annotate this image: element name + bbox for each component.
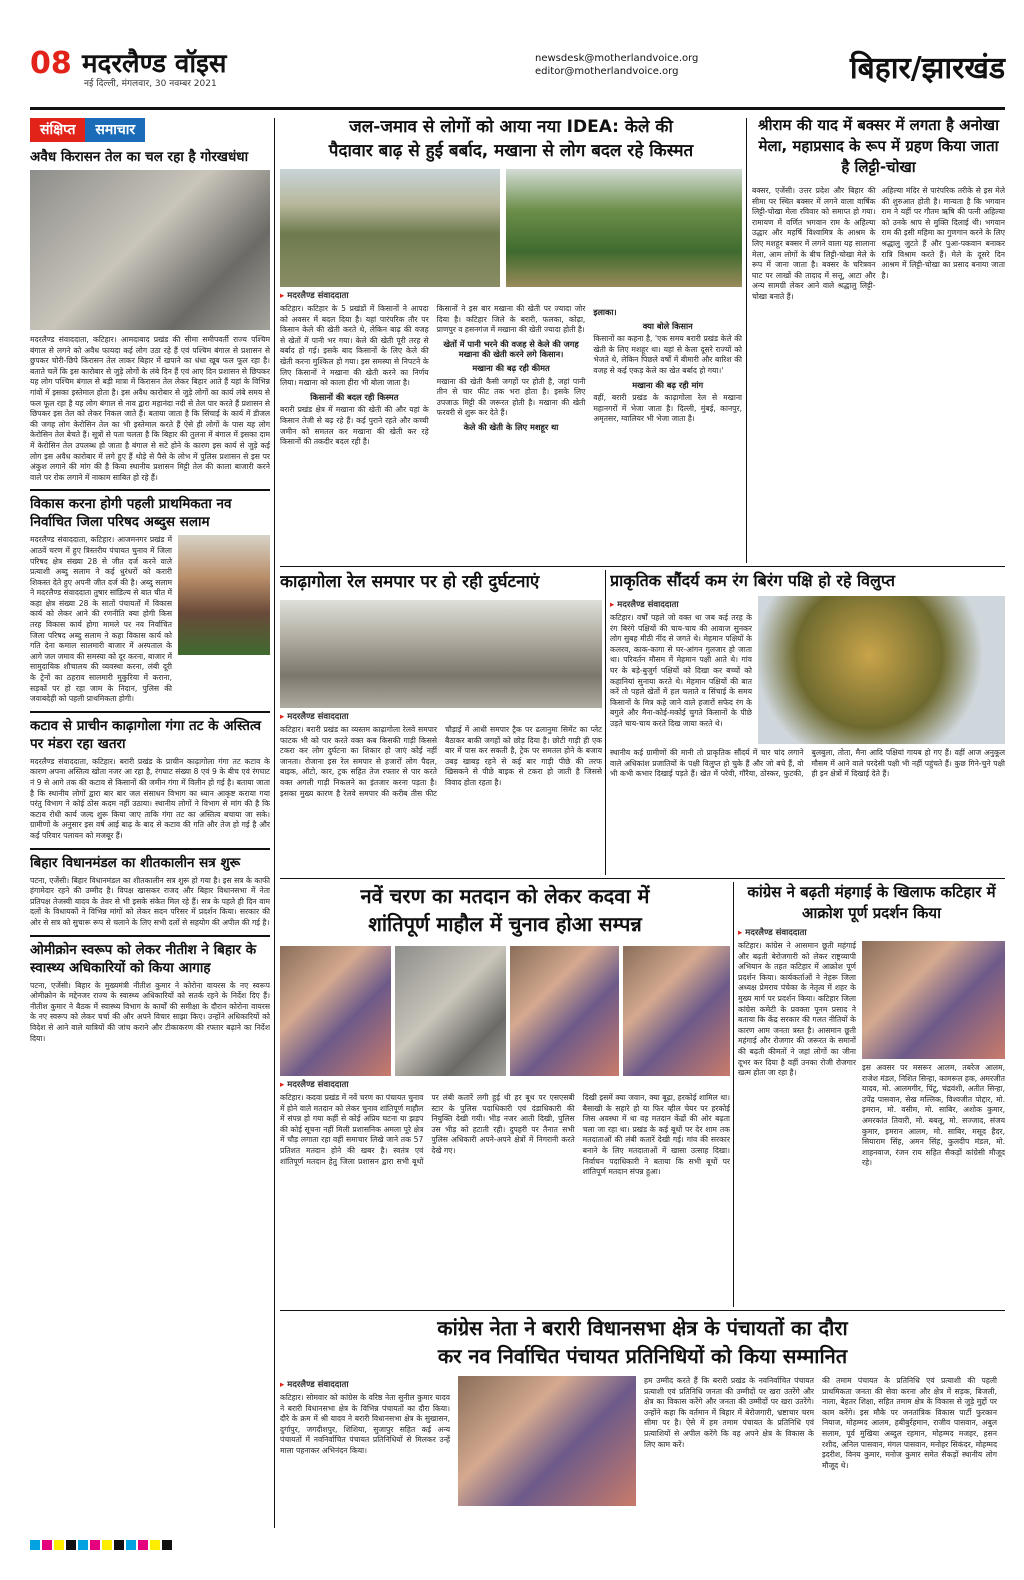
section-rule [280, 1310, 1005, 1311]
election-photo-4 [623, 946, 730, 1076]
email-newsdesk[interactable]: newsdesk@motherlandvoice.org [535, 53, 699, 64]
brief-item [30, 148, 270, 483]
election-photo-2 [395, 946, 506, 1076]
protest-photo [862, 941, 1005, 1059]
birds-body: कटिहार। वर्षों पहले जो वक्त था जब कई तरह के रंग बिरंगे पक्षियों की चाय-चाय की आवाज सुनकर लोग सुबह मीठी नींद से जगते थे। मेहमान पक्षियों के कलरव, काक-कागा से घर-आंगन गुलजार हो जाता था। परिवर्तन मौसम में मेहमान पक्षी आते थे। गांव घर के बड़े-बुजुर्ग पक्षियों को दिखा कर बच्चों को कहानियां सुनाया करते थे। मेहमान पक्षियों की बात करें तो पहले खेतों में हल चलाते व सिंचाई के समय किसानों के मित्र कहे जाने वाले हजारों सफेद रंग के बगुले और मैना-कोई-मकोई चुगते किसानों के पीछे उड़ते चाय-चाय करते दिख जाया करते थे। [610, 613, 752, 728]
section-title: बिहार/झारखंड [849, 51, 1005, 86]
section-rule [280, 566, 1005, 567]
brief-headline: अवैध किरासन तेल का चल रहा है गोरखधंधा [30, 149, 249, 165]
column-rule [746, 118, 747, 563]
divider [30, 489, 270, 491]
election-photo-1 [280, 946, 391, 1076]
brief-body: पटना, एजेंसी। बिहार विधानमंडल का शीतकालीन सत्र शुरू हो गया है। इस सत्र के काफी हंगामेदार रहने की उम्मीद है। विपक्ष खासकर राजद और बिहार विधानसभा में नेता प्रतिपक्ष तेजस्वी यादव के तेवर से भी इसके संकेत मिल रहे हैं। सत्र के पहले ही दिन वाम दलों के विधायकों ने विभिन्न मांगों को लेकर सदन परिसर में प्रदर्शन किया। सरकार की ओर से सत्र को सुचारू रूप से चलाने के लिए सभी दलों से सहयोग की अपील की गई है। [30, 875, 270, 927]
tour-byline: ▸ मदरलैण्ड संवाददाता [280, 1379, 450, 1390]
brief-body: पटना, एजेंसी। बिहार के मुख्यमंत्री नीतीश कुमार ने कोरोना वायरस के नए स्वरूप ओमीक्रोन के मद्देनजर राज्य के स्वास्थ्य अधिकारियों को सतर्क रहने के निर्देश दिए हैं। नीतीश कुमार ने बैठक में स्वास्थ्य विभाग के कार्यों की समीक्षा के दौरान कोरोना वायरस के नए स्वरूप को लेकर चर्चा की और अपने विचार साझा किए। उन्होंने अधिकारियों को विदेश से आने वाले यात्रियों की जांच कराने और टीकाकरण की रफ्तार बढ़ाने का निर्देश दिया। [30, 980, 270, 1043]
lead-headline-line1: जल-जमाव से लोगों को आया नया IDEA: केले की [349, 117, 673, 137]
election-body: कटिहार। कदवा प्रखंड में नवें चरण का पंचायत चुनाव में होने वाले मतदान को लेकर चुनाव शांतिपूर्ण माहौल में संपन्न हो गया कहीं से कोई अप्रिय घटना या झड़प की कोई सूचना नहीं मिली प्रशासनिक अमला पूरे क्षेत्र में चौड़ लगाता रहा वहीं समाचार लिखे जाने तक 57 प्रतिशत मतदान होने की खबर है। स्वतंत्र एवं शांतिपूर्ण मतदान हेतु जिला प्रशासन द्वारा सभी बूथों पर लंबी कतारें लगी हुई थी हर बूथ पर एसएसबी स्टार के पुलिस पदाधिकारी एवं दंडाधिकारी की नियुक्ति देखी गयी। भीड़ नजर आती दिखी, पुलिस उस भीड़ को हटाती रही। दुपहरी पर तैनात सभी पुलिस अधिकारी अपने-अपने क्षेत्रों में निगरानी करते देखे गए। [280, 1093, 575, 1166]
kerosene-photo [30, 170, 270, 330]
buxar-column-1: बक्सर, एजेंसी। उत्तर प्रदेश और बिहार की सीमा पर स्थित बक्सर में लगने वाला वार्षिक लिट्टी-चोखा मेला रविवार को समाप्त हो गया। रामायण में वर्णित भगवान राम के अहिल्या उद्धार और महर्षि विश्वामित्र के आश्रम के लिए मशहूर बक्सर में लगने वाला यह सालाना मेला, आम लोगों के बीच लिट्टी-चोखा मेले के रूप में जाना जाता है। बक्सर के चरित्रवन घाट पर लाखों की तादाद में सत्तू, आटा और अन्य सामग्री लेकर आने वाले श्रद्धालु लिट्टी-चोखा बनाते हैं। [752, 186, 876, 301]
page-number: 08 [30, 46, 72, 81]
congress-protest-article [738, 882, 1005, 1307]
buxar-article [752, 115, 1005, 565]
lead-column-2: किसानों ने इस बार मखाना की खेती पर ज्यादा जोर दिया है। कटिहार जिले के बरारी, फलका, कोढ़ा, प्राणपुर व हसनगंज में मखाना की खेती ज्यादा होती है। खेतों में पानी भरने की वजह से केले की जगह मखाना की खेती करने लगे किसान। मखाना की बढ़ रही कीमत मखाना की खेती कैसी जगहों पर होती है, जहां पानी तीन से चार फीट तक भरा होता है। इसके लिए उपजाऊ मिट्टी की जरूरत होती है। मखाना की खेती फरवरी से शुरू कर देते हैं। केले की खेती के लिए मशहूर था [436, 304, 586, 432]
brief-banner [30, 118, 270, 142]
brief-label-right: समाचार [85, 118, 145, 142]
brief-headline: विकास करना होगी पहली प्राथमिकता नव निर्वाचित जिला परिषद अब्दुस सलाम [30, 496, 232, 531]
column-rule [733, 882, 734, 1307]
brief-headline: ओमीक्रोन स्वरूप को लेकर नीतीश ने बिहार के स्वास्थ्य अधिकारियों को किया आगाह [30, 941, 257, 976]
candidate-portrait [178, 535, 270, 655]
buxar-headline: श्रीराम की याद में बक्सर में लगता है अनोखा मेला, महाप्रसाद के रूप में ग्रहण किया जाता है लिट्टी-चोखा [758, 116, 999, 176]
brief-body: मदरलैण्ड संवाददाता, कटिहार। बरारी प्रखंड के प्राचीन काढ़ागोला गंगा तट कटाव के कारण अपना अस्तित्व खोता नजर आ रहा है, रंगघाट संख्या 8 एवं 9 के बीच एवं रंगघाट नं 9 से आगे तक की कटाव से किसानों की जमीन गंगा में विलीन हो गई है। बताया जाता है कि स्थानीय लोगों द्वारा बार बार जल संसाधन विभाग का ध्यान आकृष्ट कराया गया परंतु विभाग ने कोई ठोस कदम नहीं उठाया। स्थानीय लोगों ने विभाग से मांग की है कि कटाव रोधी कार्य जल्द शुरू किया जाए ताकि गंगा तट का अस्तित्व बचाया जा सके। ग्रामीणों के अनुसार इस वर्ष आई बाढ़ के बाद से कटाव की गति और तेज हो गई है और कई परिवार पलायन को मजबूर हैं। [30, 756, 270, 840]
tour-headline-line2: कर नव निर्वाचित पंचायत प्रतिनिधियों को किया सम्मानित [437, 1344, 848, 1368]
birds-tree-photo [758, 596, 1005, 744]
election-photo-3 [510, 946, 619, 1076]
tour-photo [458, 1376, 636, 1506]
column-rule [605, 570, 606, 875]
lead-column-1: कटिहार। कटिहार के 5 प्रखंडों में किसानों ने आपदा को अवसर में बदल दिया है। यहां पारंपरिक तौर पर किसान केले की खेती करते थे, लेकिन बाढ़ की वजह से खेतों में पानी भर गया। केले की खेती पूरी तरह से बर्बाद हो गई। इसके बाद किसानों के लिए केले की खेती करना मुश्किल हो गया। इस समस्या से निपटने के लिए किसानों ने मखाना की खेती करने का निर्णय लिया। मखाना को काला हीरा भी बोला जाता है। किसानों की बदल रही किस्मत बरारी प्रखंड क्षेत्र में मखाना की खेती की और यहां के किसान तेजी से बढ़ रहे हैं। कई पुराने रहते और कच्ची जमीन को समतल कर मखाना की खेती कर रहे किसानों की तकदीर बदल रही है। [280, 304, 429, 447]
tour-body-2: हम उम्मीद करते हैं कि बरारी प्रखंड के नवनिर्वाचित पंचायत प्रत्याशी एवं प्रतिनिधि जनता की उम्मीदों पर खरा उतरेंगे और क्षेत्र का विकास करेंगे और जनता की उम्मीदों पर खरा उतरेंगे। उन्होंने कहा कि वर्तमान में बिहार में बेरोजगारी, भ्रष्टाचार चरम सीमा पर है। ऐसे में हम तमाम पंचायत के प्रतिनिधि एवं प्रत्याशियों से अपील करेंगे कि वह अपने क्षेत्र के विकास के लिए काम करें। [644, 1376, 814, 1449]
brief-body: मदरलैण्ड संवाददाता, कटिहार। आजमनगर प्रखंड में आठवें चरण में हुए त्रिस्तरीय पंचायत चुनाव में जिला परिषद क्षेत्र संख्या 28 से जीत दर्ज करने वाले प्रत्याशी अब्दु सलाम ने कई धुरंधरों को करारी शिकस्त देते हुए अपनी जीत दर्ज की है। अब्दु सलाम ने मदरलैण्ड संवाददाता तुषार सांडिल्य से बात चीत में कहा क्षेत्र संख्या 28 के सातों पंचायतों में विकास कार्य को लेकर आने की रणनीति क्या होगी किस तरह विकास कार्य होगा मामले पर नव निर्वाचित जिला परिषद अब्दु सलाम ने कहा विकास कार्य को गति देना कमाल सालमारी बाजार में अस्पताल के आगे जल जमाव की समस्या को दूर करना, बाजार में सामुदायिक शौचालय की व्यवस्था करना, लंबी दूरी के ट्रेनों का ठहराव सालमारी मुकुरिया में कराना, सड़कों पर हो रहा जाम के निदान, पुलिस की जवाबदेही को पहली प्राथमिकता होगी। [30, 535, 172, 704]
lead-headline-line2: पैदावार बाढ़ से हुई बर्बाद, मखाना से लोग बदल रहे किस्मत [328, 141, 694, 161]
tour-body-3: की तमाम पंचायत के प्रतिनिधि एवं प्रत्याशी की पहली प्राथमिकता जनता की सेवा करना और क्षेत्र में सड़क, बिजली, नाला, बेहतर शिक्षा, सहित तमाम क्षेत्र के विकास से जुड़े मुद्दों पर काम करेंगे। इस मौके पर जनतांत्रिक विकास पार्टी फुरकान नियाज, मोहम्मद आलम, हबीबुर्रहमान, राजीव पासवान, अबुल सलाम, पूर्व मुखिया अब्दुल रहमान, मोहम्मद मजहर, हसन रशीद, अनिल पासवान, मंगल पासवान, मनोहर सिकंदर, मोहम्मद इदरीश, विनय कुमार, मनोज कुमार समेत सैकड़ों स्थानीय लोग मौजूद थे। [822, 1376, 997, 1470]
congress-tour-article [280, 1314, 1005, 1534]
election-headline-line2: शांतिपूर्ण माहौल में चुनाव होआ सम्पन्न [368, 912, 642, 936]
election-article [280, 882, 730, 1307]
divider [30, 935, 270, 937]
protest-byline: ▸ मदरलैण्ड संवाददाता [738, 927, 1005, 938]
divider [30, 848, 270, 850]
buxar-column-2: अहिल्या मंदिर से पारंपरिक तरीके से इस मेले की शुरुआत होती है। मान्यता है कि भगवान राम ने यहीं पर गौतम ऋषि की पत्नी अहिल्या को उनके श्राप से मुक्ति दिलाई थी। भगवान राम की इसी महिमा का गुणगान करने के लिए श्रद्धालु जुटते हैं और पुआ-पकवान बनाकर रात्रि विश्राम करते हैं। मेले के दूसरे दिन आश्रम में लिट्टी-चोखा का प्रसाद बनाया जाता है। [881, 186, 1005, 280]
section-rule [280, 878, 1005, 879]
brief-label-left: संक्षिप्त [30, 118, 85, 142]
rail-crossing-photo [280, 600, 602, 708]
paper-name: मदरलैण्ड वॉइस [82, 49, 227, 79]
rail-headline: काढ़ागोला रेल समपार पर हो रही दुर्घटनाएं [280, 572, 540, 592]
brief-headline: कटाव से प्राचीन काढ़ागोला गंगा तट के अस्तित्व पर मंडरा रहा खतरा [30, 717, 262, 752]
birds-body-2: स्थानीय कई ग्रामीणों की मानी तो प्राकृतिक सौंदर्य में चार चांद लगाने वाले अधिकांश प्रजातियों के पक्षी विलुप्त हो चुके हैं और जो बचे हैं, वो भी कभी कभार दिखाई पड़ते हैं। खेत में परेवी, गौरैया, ठोस्कर, फुटकी, बुलबुला, तोता, मैना आदि पक्षियां गायब हो गए हैं। वहीं आज अनुकूल मौसम में आने वाले परदेसी पक्षी भी नहीं पहुंचते हैं। कुछ गिने-चुने पक्षी ही इन क्षेत्रों में दिखाई देते हैं। [610, 748, 1005, 779]
column-rule [274, 118, 275, 1528]
rail-article [280, 570, 602, 875]
rail-byline: ▸ मदरलैण्ड संवाददाता [280, 711, 602, 722]
tour-body: कटिहार। सोमवार को कांग्रेस के वरिष्ठ नेता सुनील कुमार यादव ने बरारी विधानसभा क्षेत्र के विभिन्न पंचायतों का दौरा किया। दौरे के क्रम में श्री यादव ने बरारी विधानसभा क्षेत्र के सुखासन, दुर्गापुर, जगदीशपुर, शिशिया, सुजापुर सहित कई अन्य पंचायतों में नवनिर्वाचित पंचायत प्रतिनिधियों से मिलकर उन्हें माला पहनाकर अभिनंदन किया। [280, 1393, 450, 1455]
brief-item [30, 495, 270, 705]
email-editor[interactable]: editor@motherlandvoice.org [535, 66, 679, 77]
birds-byline: ▸ मदरलैण्ड संवाददाता [610, 599, 752, 610]
brief-headline: बिहार विधानमंडल का शीतकालीन सत्र शुरू [30, 854, 241, 871]
divider [30, 711, 270, 713]
contact-emails [535, 52, 698, 78]
brief-item [30, 717, 270, 842]
brief-column [30, 118, 270, 1528]
election-headline-line1: नवें चरण का मतदान को लेकर कदवा में [360, 884, 650, 908]
brief-item [30, 941, 270, 1045]
protest-headline: कांग्रेस ने बढ़ती मंहगाई के खिलाफ कटिहार में आक्रोश पूर्ण प्रदर्शन किया [747, 883, 996, 922]
brief-item [30, 854, 270, 929]
tour-headline-line1: कांग्रेस नेता ने बरारी विधानसभा क्षेत्र के पंचायतों का दौरा [437, 1316, 848, 1340]
lead-byline: ▸ मदरलैण्ड संवाददाता [280, 290, 742, 301]
dateline: नई दिल्ली, मंगलवार, 30 नवम्बर 2021 [84, 79, 217, 89]
masthead [30, 40, 1005, 110]
lead-column-3: इलाका। क्या बोले किसान किसानों का कहना है, 'एक समय बरारी प्रखंड केले की खेती के लिए मशहूर था। यहां से केला दूसरे राज्यों को भेजते थे, लेकिन पिछले वर्षों में बीमारी और बारिश की वजह से कई एकड़ केले का खेत बर्बाद हो गया।' मखाना की बढ़ रही मांग वहीं, बरारी प्रखंड के काढ़ागोला रेल से मखाना महानगरों में भेजा जाता है। दिल्ली, मुंबई, कानपुर, अमृतसर, ग्वालियर भी भेजा जाता है। [593, 307, 742, 424]
election-body-2: दिखी इसमें क्या जवान, क्या बूढ़ा, हरकोई शामिल था। बैसाखी के सहारे हो या फिर व्हील चेयर पर हरकोई जिस अवस्था में था वह मतदान केंद्रों की ओर बढ़ता चला जा रहा था। प्रखंड के कई बूथों पर देर शाम तक मतदाताओं की लंबी कतारें देखी गई। गांव की सरकार बनाने के लिए मतदाताओं में खासा उत्साह दिखा। निर्वाचन पदाधिकारी ने बताया कि सभी बूथों पर शांतिपूर्ण मतदान संपन्न हुआ। [582, 1093, 730, 1177]
farmer-banana-photo [506, 169, 742, 287]
protest-body: कटिहार। कांग्रेस ने आसमान छूती महंगाई और बढ़ती बेरोजगारी को लेकर राष्ट्रव्यापी अभियान के तहत कटिहार में आक्रोश पूर्ण प्रदर्शन किया। कार्यकर्ताओं ने नेहरू जिला अध्यक्ष प्रेमराय पंचेका के नेतृत्व में शहर के मुख्य मार्ग पर प्रदर्शन किया। कटिहार जिला कांग्रेस कमेटी के प्रवक्ता पूनम प्रसाद ने बताया कि केंद्र सरकार की गलत नीतियों के कारण आम जनता त्रस्त है। आसमान छूती महंगाई और रोजगार की जरूरत के समानों की बढ़ती कीमतों ने जहां लोगों का जीना दूभर कर दिया है वहीं उनका रोजी रोजगार खत्म होता जा रहा है। [738, 941, 856, 1078]
birds-headline: प्राकृतिक सौंदर्य कम रंग बिरंग पक्षि हो रहे विलुप्त [610, 571, 895, 590]
print-color-bar [30, 1540, 1005, 1552]
election-byline: ▸ मदरलैण्ड संवाददाता [280, 1079, 730, 1090]
lead-article [280, 115, 742, 565]
birds-article [610, 570, 1005, 875]
waterlogged-field-photo [280, 169, 500, 287]
protest-names: इस अवसर पर मसरूर आलम, तबरेज आलम, राजेश मंडल, निशित सिन्हा, कामरूल हक, अमरजीत यादव, मो. आलमगीर, पिंटू, चंद्रवंशी, अतीत सिन्हा, उपेंद्र पासवान, सेख मल्लिक, विश्वजीत पोद्दार, मो. इमरान, मो. वसीम, मो. साबिर, अशोक कुमार, अमरकांत तिवारी, मो. बबलू, मो. सज्जाद, संजय कुमार, इमरान आलम, मो. साबिर, मसूद हैदर, सियाराम सिंह, अमन सिंह, कुलदीप मंडल, मो. शाहनवाज, रंजन राय सहित सैकड़ों कांग्रेसी मौजूद रहे। [862, 1063, 1005, 1168]
brief-body: मदरलैण्ड संवाददाता, कटिहार। आमदाबाद प्रखंड की सीमा समीपवर्ती राज्य पश्चिम बंगाल से लगने को अवैध फायदा कई लोग उठा रहे हैं एवं पश्चिम बंगाल से प्रशासन से छुपकर चोरी-छिपे किरासन तेल लाकर बिहार में खपाने का धंधा खूब फल फूल रहा है। बताते चलें कि इस कारोबार से जुड़े लोगों के लंबे दिन हैं एवं आए दिन प्रशासन से छिपकर यह लोग पश्चिम बंगाल से बड़ी मात्रा में किरासन तेल लेकर बिहार आते हैं यहां के विभिन्न गांवों में इसका इस्तेमाल होता है। इस अवैध कारोबार से जुड़े लोगों का कार्य लंबे समय से फल फूल रहा है यह लोग बंगाल से नाव द्वारा महानंदा नदी से तेल पार करते हैं प्रशासन से छिपकर इस तेल को लेकर निकल जाते हैं। बताया जाता है कि सिंचाई के कार्य में डीजल की जगह लोग केरोसिन तेल का भी इस्तेमाल करते हैं ऐसे ही लोगों के पास यह लोग केरोसिन तेल बेचते हैं। सूत्रों से पता चलता है कि बिहार की तुलना में बंगाल में इसका दाम में केरोसिन तेल उपलब्ध हो जाता है बंगाल से सटे होने के कारण इस कार्य से जुड़े कई लोग इस अवैध कारोबार में लगे हुए हैं थोड़े से पैसे के लोभ में पुलिस प्रशासन से इस पर अंकुश लगाने की मांग की है किया स्थानीय प्रशासन मिट्टी तेल की काला बाजारी करने वाले पर रोक लगाने में नाकाम साबित हो रहे हैं। [30, 335, 270, 482]
rail-body: कटिहार। बरारी प्रखंड का व्यस्तम काढ़ागोला रेलवे समपार फाटक भी को पार करते वक्त कब किसकी गाड़ी किससे टकरा कर लोग दुर्घटना का शिकार हो जाएं कोई नहीं जानता। रोजाना इस रेल समपार से हजारों लोग पैदल, बाइक, ऑटो, कार, ट्रक सहित तेज रफ्तार से पार करते वक्त अगली गाड़ी निकलने का इंतजार करना पड़ता है। इसका मुख्य कारण है रेलवे समपार की करीब तीस फीट चौड़ाई में आधी समपार ट्रैक पर ढलानुमा सिमेंट का प्लेट बैठाकर बाकी जगहों को छोड़ दिया है। छोटी गाड़ी ही एक बार में पास कर सकती है, ट्रेक पर समतल होने के बजाय उबड़ खाबड़ रहने से कई बार गाड़ी पीछे की तरफ खिसकने से पीछे बाइक से टकरा हो जाती है जिससे विवाद होता रहता है। [280, 725, 602, 798]
